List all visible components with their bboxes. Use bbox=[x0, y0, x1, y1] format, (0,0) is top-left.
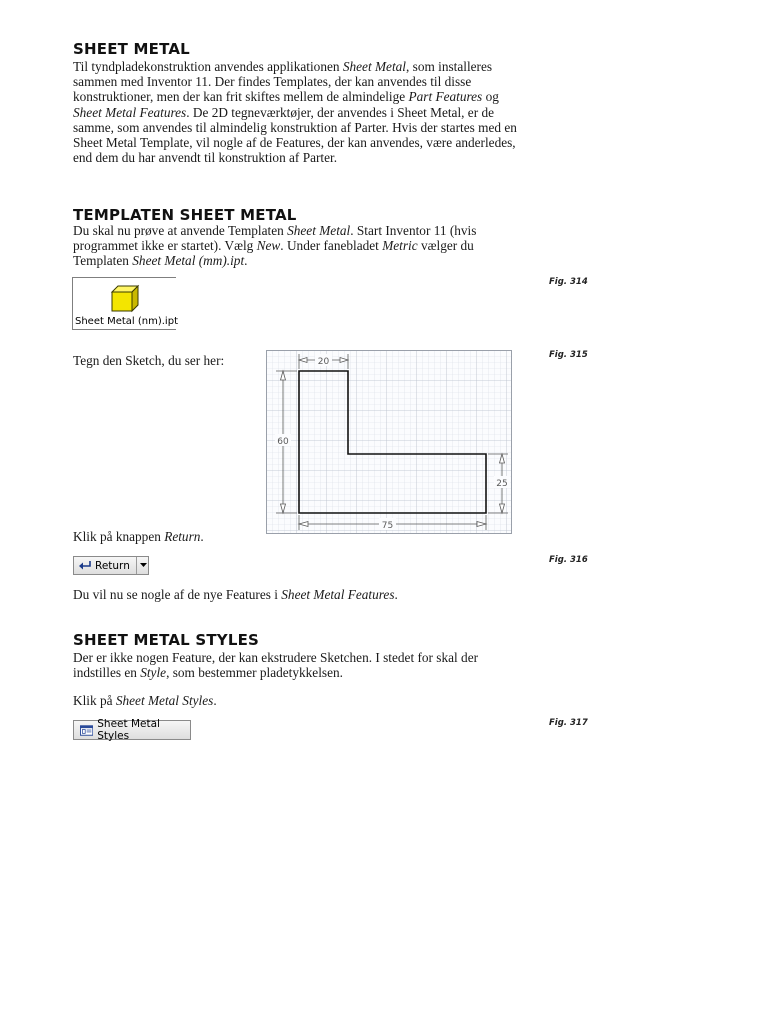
fig-314-caption: Fig. 314 bbox=[549, 277, 588, 287]
styles-dialog-icon bbox=[80, 725, 93, 736]
fig-316-caption: Fig. 316 bbox=[549, 555, 588, 565]
fig-315-caption: Fig. 315 bbox=[549, 350, 588, 360]
dim-bottom-label: 75 bbox=[381, 521, 394, 531]
features-text: Du vil nu se nogle af de nye Features i Sheet Metal Features. bbox=[73, 587, 398, 602]
yellow-cube-icon bbox=[109, 283, 141, 313]
heading-sheet-metal: SHEET METAL bbox=[73, 40, 190, 58]
dim-right-label: 25 bbox=[496, 479, 508, 489]
heading-templaten-sheet-metal: TEMPLATEN SHEET METAL bbox=[73, 206, 297, 224]
intro-paragraph: Til tyndpladekonstruktion anvendes applikationen Sheet Metal, som installeres sammen med Inventor 11. Der findes Templates, der kan anvendes til disse konstruktioner, men der kan frit skiftes mellem de almindelige Part Features og Sheet Metal Features. De 2D tegneværktøjer, der anvendes i Sheet Metal, er de samme, som anvendes til almindelig konstruktion af Parter. Hvis der startes med en Sheet Metal Template, vil nogle af de Features, der kan anvendes, være anderledes, end dem du har anvendt til konstruktion af Parter. bbox=[73, 59, 517, 166]
heading-sheet-metal-styles: SHEET METAL STYLES bbox=[73, 631, 260, 649]
dropdown-arrow-icon bbox=[140, 563, 147, 568]
click-styles-text: Klik på Sheet Metal Styles. bbox=[73, 693, 217, 708]
return-arrow-icon bbox=[78, 560, 92, 571]
styles-button-label: Sheet Metal Styles bbox=[97, 718, 160, 742]
dim-top-label: 20 bbox=[317, 357, 330, 367]
dim-left-label: 60 bbox=[277, 437, 289, 447]
styles-paragraph: Der er ikke nogen Feature, der kan ekstrudere Sketchen. I stedet for skal der indstilles en Style, som bestemmer pladetykkelsen. bbox=[73, 650, 479, 681]
l-shape-sketch bbox=[266, 350, 512, 534]
fig-317-caption: Fig. 317 bbox=[549, 718, 588, 728]
return-button-label: Return bbox=[95, 559, 130, 572]
return-dropdown-button[interactable] bbox=[136, 557, 149, 574]
sheet-metal-styles-button[interactable] bbox=[73, 720, 191, 740]
sheet-metal-template-tile[interactable] bbox=[72, 277, 176, 330]
return-button[interactable] bbox=[73, 556, 149, 575]
template-label: Sheet Metal (nm).ipt bbox=[75, 316, 178, 327]
click-return-text: Klik på knappen Return. bbox=[73, 529, 204, 544]
return-button-main[interactable] bbox=[74, 557, 136, 574]
sketch-intro: Tegn den Sketch, du ser her: bbox=[73, 353, 225, 368]
template-paragraph: Du skal nu prøve at anvende Templaten Sheet Metal. Start Inventor 11 (hvis programmet ikke er startet). Vælg New. Under fanebladet Metric vælger du Templaten Sheet Metal (mm).ipt. bbox=[73, 223, 477, 269]
